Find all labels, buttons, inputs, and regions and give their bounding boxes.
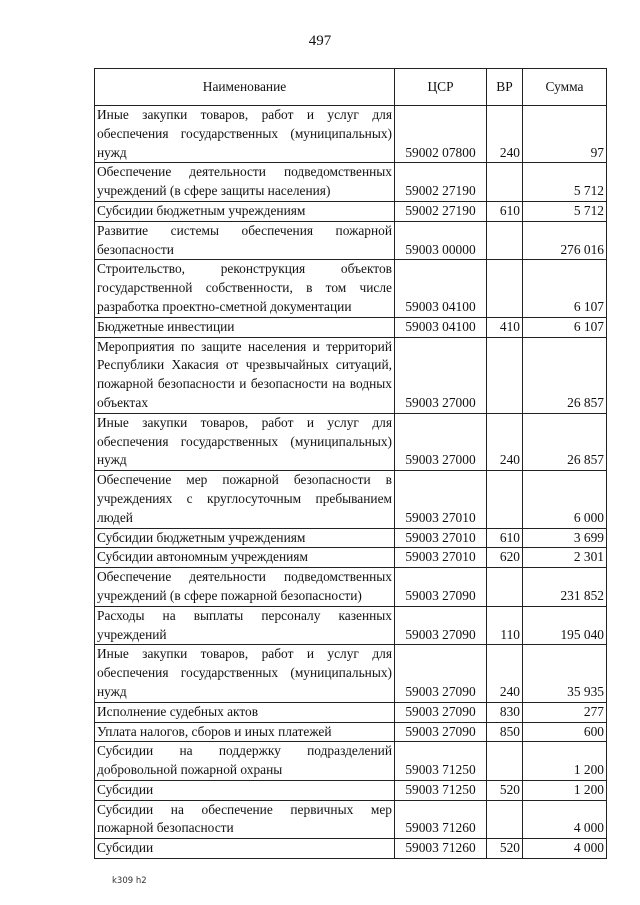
budget-table <box>94 68 607 859</box>
row-csr: 59003 27090 <box>395 722 487 742</box>
row-vr <box>487 568 523 607</box>
row-csr: 59003 27010 <box>395 471 487 528</box>
row-name: Субсидии <box>95 839 395 859</box>
row-name: Обеспечение деятельности подведомственных учреждений (в сфере пожарной безопасности) <box>95 568 395 607</box>
row-csr: 59003 04100 <box>395 317 487 337</box>
row-csr: 59003 04100 <box>395 260 487 317</box>
row-name: Субсидии <box>95 780 395 800</box>
table-row <box>95 471 607 528</box>
header-sum: Сумма <box>523 69 607 106</box>
table-row <box>95 742 607 781</box>
row-sum: 6 107 <box>523 260 607 317</box>
row-csr: 59003 00000 <box>395 221 487 260</box>
row-csr: 59003 27090 <box>395 568 487 607</box>
row-vr <box>487 800 523 839</box>
table-row <box>95 413 607 470</box>
row-vr <box>487 337 523 413</box>
row-vr: 830 <box>487 702 523 722</box>
row-sum: 5 712 <box>523 201 607 221</box>
row-csr: 59003 27000 <box>395 413 487 470</box>
row-csr: 59003 27090 <box>395 702 487 722</box>
row-vr <box>487 471 523 528</box>
row-name: Бюджетные инвестиции <box>95 317 395 337</box>
row-sum: 600 <box>523 722 607 742</box>
row-csr: 59003 27090 <box>395 606 487 645</box>
row-csr: 59003 71260 <box>395 800 487 839</box>
row-csr: 59002 27190 <box>395 201 487 221</box>
row-vr: 850 <box>487 722 523 742</box>
row-name: Субсидии бюджетным учреждениям <box>95 201 395 221</box>
table-row <box>95 337 607 413</box>
table-row <box>95 106 607 163</box>
row-name: Субсидии бюджетным учреждениям <box>95 528 395 548</box>
page-number: 497 <box>308 33 332 49</box>
row-vr: 240 <box>487 645 523 702</box>
row-name: Расходы на выплаты персоналу казенных учреждений <box>95 606 395 645</box>
row-sum: 6 107 <box>523 317 607 337</box>
table-row <box>95 163 607 202</box>
row-sum: 195 040 <box>523 606 607 645</box>
row-name: Субсидии на поддержку подразделений добровольной пожарной охраны <box>95 742 395 781</box>
row-csr: 59003 71260 <box>395 839 487 859</box>
row-name: Обеспечение мер пожарной безопасности в учреждениях с круглосуточным пребыванием людей <box>95 471 395 528</box>
header-csr: ЦСР <box>395 69 487 106</box>
row-name: Уплата налогов, сборов и иных платежей <box>95 722 395 742</box>
table-row <box>95 317 607 337</box>
row-csr: 59003 71250 <box>395 742 487 781</box>
row-sum: 3 699 <box>523 528 607 548</box>
row-csr: 59003 27000 <box>395 337 487 413</box>
row-vr <box>487 163 523 202</box>
row-vr <box>487 221 523 260</box>
row-csr: 59002 07800 <box>395 106 487 163</box>
row-name: Субсидии на обеспечение первичных мер пожарной безопасности <box>95 800 395 839</box>
table-header-row <box>95 69 607 106</box>
table-row <box>95 800 607 839</box>
row-sum: 276 016 <box>523 221 607 260</box>
row-vr <box>487 742 523 781</box>
row-sum: 4 000 <box>523 800 607 839</box>
row-csr: 59003 71250 <box>395 780 487 800</box>
row-vr: 520 <box>487 839 523 859</box>
row-sum: 26 857 <box>523 337 607 413</box>
table-row <box>95 606 607 645</box>
row-vr <box>487 260 523 317</box>
row-sum: 4 000 <box>523 839 607 859</box>
row-vr: 410 <box>487 317 523 337</box>
row-name: Иные закупки товаров, работ и услуг для обеспечения государственных (муниципальных) нужд <box>95 413 395 470</box>
row-vr: 240 <box>487 106 523 163</box>
row-vr: 520 <box>487 780 523 800</box>
row-sum: 277 <box>523 702 607 722</box>
header-name: Наименование <box>95 69 395 106</box>
row-csr: 59003 27090 <box>395 645 487 702</box>
row-vr: 110 <box>487 606 523 645</box>
table-row <box>95 260 607 317</box>
row-sum: 1 200 <box>523 742 607 781</box>
footer-code: k309 h2 <box>112 876 147 886</box>
table-row <box>95 702 607 722</box>
row-name: Иные закупки товаров, работ и услуг для обеспечения государственных (муниципальных) нужд <box>95 106 395 163</box>
row-name: Субсидии автономным учреждениям <box>95 548 395 568</box>
row-sum: 231 852 <box>523 568 607 607</box>
row-name: Развитие системы обеспечения пожарной безопасности <box>95 221 395 260</box>
table-row <box>95 645 607 702</box>
row-sum: 97 <box>523 106 607 163</box>
table-row <box>95 722 607 742</box>
row-csr: 59002 27190 <box>395 163 487 202</box>
row-sum: 1 200 <box>523 780 607 800</box>
row-sum: 26 857 <box>523 413 607 470</box>
row-name: Исполнение судебных актов <box>95 702 395 722</box>
row-name: Строительство, реконструкция объектов государственной собственности, в том числе разработка проектно-сметной документации <box>95 260 395 317</box>
row-vr: 610 <box>487 201 523 221</box>
table-row <box>95 780 607 800</box>
row-sum: 5 712 <box>523 163 607 202</box>
row-name: Иные закупки товаров, работ и услуг для обеспечения государственных (муниципальных) нужд <box>95 645 395 702</box>
table-row <box>95 528 607 548</box>
row-csr: 59003 27010 <box>395 548 487 568</box>
row-csr: 59003 27010 <box>395 528 487 548</box>
table-row <box>95 201 607 221</box>
row-name: Мероприятия по защите населения и территорий Республики Хакасия от чрезвычайных ситуаций, пожарной безопасности и безопасности на водных объектах <box>95 337 395 413</box>
row-sum: 2 301 <box>523 548 607 568</box>
row-sum: 6 000 <box>523 471 607 528</box>
row-vr: 240 <box>487 413 523 470</box>
table-row <box>95 221 607 260</box>
row-vr: 620 <box>487 548 523 568</box>
row-sum: 35 935 <box>523 645 607 702</box>
header-vr: ВР <box>487 69 523 106</box>
table-row <box>95 568 607 607</box>
table-row <box>95 839 607 859</box>
row-name: Обеспечение деятельности подведомственных учреждений (в сфере защиты населения) <box>95 163 395 202</box>
row-vr: 610 <box>487 528 523 548</box>
table-row <box>95 548 607 568</box>
